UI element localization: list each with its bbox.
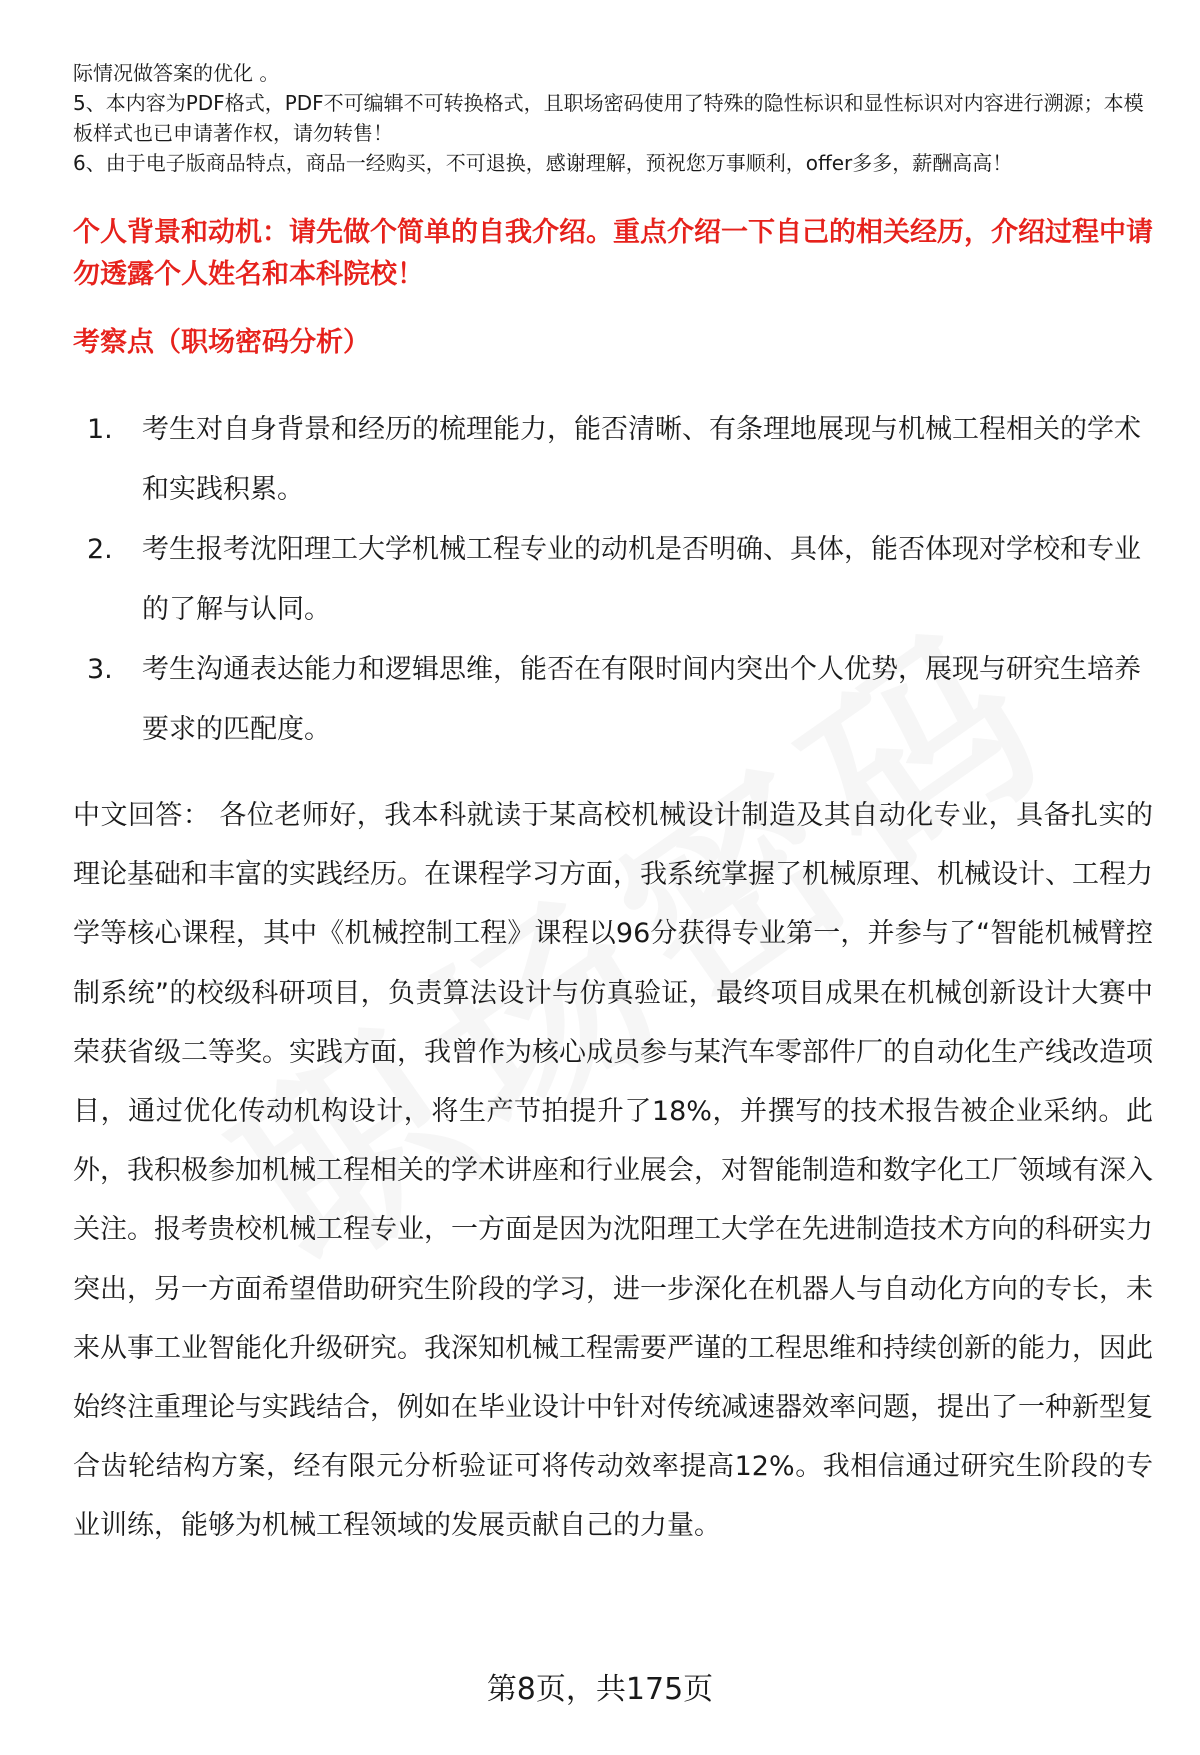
assessment-points-list [73,400,1153,760]
answer-paragraph: 中文回答： 各位老师好，我本科就读于某高校机械设计制造及其自动化专业，具备扎实的理论基础和丰富的实践经历。在课程学习方面，我系统掌握了机械原理、机械设计、工程力学等核心课程，其中《机械控制工程》课程以96分获得专业第一，并参与了“智能机械臂控制系统”的校级科研项目，负责算法设计与仿真验证，最终项目成果在机械创新设计大赛中荣获省级二等奖。实践方面，我曾作为核心成员参与某汽车零部件厂的自动化生产线改造项目，通过优化传动机构设计，将生产节拍提升了18%，并撰写的技术报告被企业采纳。此外，我积极参加机械工程相关的学术讲座和行业展会，对智能制造和数字化工厂领域有深入关注。报考贵校机械工程专业，一方面是因为沈阳理工大学在先进制造技术方向的科研实力突出，另一方面希望借助研究生阶段的学习，进一步深化在机器人与自动化方向的专长，未来从事工业智能化升级研究。我深知机械工程需要严谨的工程思维和持续创新的能力，因此始终注重理论与实践结合，例如在毕业设计中针对传统减速器效率问题，提出了一种新型复合齿轮结构方案，经有限元分析验证可将传动效率提高12%。我相信通过研究生阶段的专业训练，能够为机械工程领域的发展贡献自己的力量。 [73,800,1153,1542]
list-text: 考生对自身背景和经历的梳理能力，能否清晰、有条理地展现与机械工程相关的学术和实践积累。 [142,414,1141,505]
list-number: 1. [87,414,113,445]
notes-block [73,58,1163,178]
list-item [73,640,1153,760]
list-item [73,400,1153,520]
list-number: 2. [87,534,113,565]
list-text: 考生报考沈阳理工大学机械工程专业的动机是否明确、具体，能否体现对学校和专业的了解与认同。 [142,534,1141,625]
points-title: 考察点（职场密码分析） [73,327,370,358]
list-text: 考生沟通表达能力和逻辑思维，能否在有限时间内突出个人优势，展现与研究生培养要求的匹配度。 [142,654,1141,745]
note-line: 6、由于电子版商品特点，商品一经购买，不可退换，感谢理解，预祝您万事顺利，offer多多，薪酬高高！ [73,151,1013,175]
list-number: 3. [87,654,113,685]
note-line: 际情况做答案的优化 。 [73,61,280,85]
page-number-footer: 第8页，共175页 [486,1672,714,1707]
note-line: 5、本内容为PDF格式，PDF不可编辑不可转换格式，且职场密码使用了特殊的隐性标识和显性标识对内容进行溯源；本模板样式也已申请著作权，请勿转售！ [73,91,1144,145]
list-item [73,520,1153,640]
question-heading: 个人背景和动机：请先做个简单的自我介绍。重点介绍一下自己的相关经历，介绍过程中请勿透露个人姓名和本科院校！ [73,217,1153,290]
